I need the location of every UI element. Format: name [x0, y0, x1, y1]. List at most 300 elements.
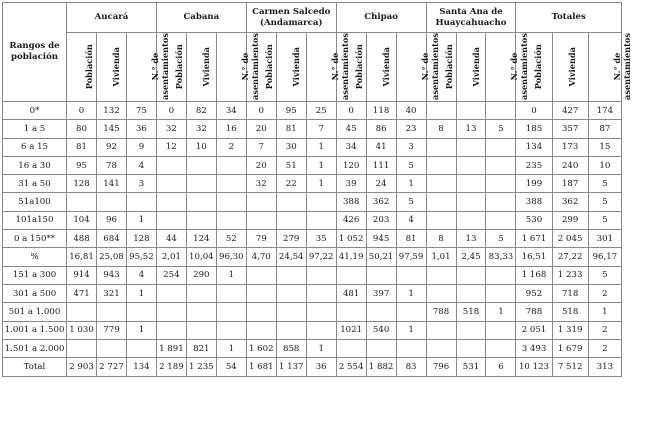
vivienda-header: [276, 33, 306, 102]
table-cell: 4: [396, 211, 426, 229]
table-cell: 27,22: [552, 248, 588, 266]
table-cell: 388: [516, 193, 552, 211]
table-cell: 1 052: [336, 230, 366, 248]
table-cell: [456, 266, 486, 284]
table-cell: 36: [126, 120, 156, 138]
table-cell: [216, 175, 246, 193]
subheader-label: N.° de asentamientos: [329, 33, 350, 101]
table-cell: 362: [552, 193, 588, 211]
table-cell: 203: [366, 211, 396, 229]
table-cell: 13: [456, 230, 486, 248]
table-cell: 301: [588, 230, 621, 248]
table-body: [3, 102, 622, 377]
table-cell: 0: [246, 102, 276, 120]
table-cell: 362: [366, 193, 396, 211]
asentamientos-header: [588, 33, 632, 102]
table-cell: 50,21: [366, 248, 396, 266]
table-cell: [156, 156, 186, 174]
header-santa-ana: Santa Ana de Huaycahuacho: [426, 3, 516, 33]
table-cell: [456, 138, 486, 156]
table-cell: 788: [426, 303, 456, 321]
table-cell: 0: [516, 102, 552, 120]
table-cell: 78: [97, 156, 127, 174]
table-cell: 0: [67, 102, 97, 120]
table-cell: 20: [246, 156, 276, 174]
table-cell: 173: [552, 138, 588, 156]
table-cell: 92: [97, 138, 127, 156]
table-cell: 22: [276, 175, 306, 193]
table-cell: 1: [306, 175, 336, 193]
table-cell: [126, 193, 156, 211]
table-cell: [426, 339, 456, 357]
table-cell: [336, 303, 366, 321]
table-cell: [306, 284, 336, 302]
population-table: [2, 2, 632, 377]
table-cell: 111: [366, 156, 396, 174]
table-cell: 1 137: [276, 358, 306, 377]
table-cell: 1: [396, 321, 426, 339]
table-cell: 7: [306, 120, 336, 138]
table-cell: [486, 339, 516, 357]
table-cell: 40: [396, 102, 426, 120]
table-cell: 13: [456, 120, 486, 138]
table-cell: 1: [486, 303, 516, 321]
table-cell: [186, 303, 216, 321]
table-row: [3, 120, 622, 138]
table-cell: 2 727: [97, 358, 127, 377]
table-cell: 15: [588, 138, 621, 156]
subheader-label: Vivienda: [470, 47, 481, 87]
header-aucara: Aucará: [67, 3, 157, 33]
table-cell: 5: [588, 193, 621, 211]
table-cell: 2: [216, 138, 246, 156]
table-cell: 5: [588, 211, 621, 229]
table-cell: 174: [588, 102, 621, 120]
table-cell: 118: [366, 102, 396, 120]
table-row: [3, 211, 622, 229]
table-cell: 96,30: [216, 248, 246, 266]
table-cell: 5: [396, 193, 426, 211]
poblacion-header: [67, 33, 97, 102]
table-cell: 1: [396, 284, 426, 302]
row-label: 1 a 5: [3, 120, 67, 138]
table-cell: 1 233: [552, 266, 588, 284]
table-cell: 299: [552, 211, 588, 229]
table-cell: 471: [67, 284, 97, 302]
table-cell: [276, 303, 306, 321]
table-cell: 32: [186, 120, 216, 138]
table-cell: [126, 339, 156, 357]
table-cell: [486, 138, 516, 156]
table-cell: [246, 211, 276, 229]
table-cell: 132: [97, 102, 127, 120]
table-cell: 7: [246, 138, 276, 156]
table-cell: [276, 266, 306, 284]
table-cell: 96,17: [588, 248, 621, 266]
table-cell: 120: [336, 156, 366, 174]
table-cell: [426, 138, 456, 156]
table-cell: 1 602: [246, 339, 276, 357]
table-cell: 1: [126, 321, 156, 339]
table-cell: 16,51: [516, 248, 552, 266]
table-cell: [276, 211, 306, 229]
row-label: 51a100: [3, 193, 67, 211]
table-cell: 2 554: [336, 358, 366, 377]
table-cell: [216, 156, 246, 174]
table-cell: 95,52: [126, 248, 156, 266]
table-cell: 12: [156, 138, 186, 156]
table-cell: [396, 266, 426, 284]
table-cell: [186, 284, 216, 302]
table-cell: 86: [366, 120, 396, 138]
subheader-label: Población: [83, 44, 94, 90]
table-cell: 81: [276, 120, 306, 138]
table-cell: 5: [486, 230, 516, 248]
table-cell: 2 045: [552, 230, 588, 248]
table-row: [3, 303, 622, 321]
table-cell: 5: [396, 156, 426, 174]
table-cell: 128: [126, 230, 156, 248]
table-cell: [276, 193, 306, 211]
table-cell: 531: [456, 358, 486, 377]
table-cell: 2 051: [516, 321, 552, 339]
table-cell: [276, 321, 306, 339]
table-cell: 32: [246, 175, 276, 193]
table-cell: 96: [97, 211, 127, 229]
table-cell: 10 123: [516, 358, 552, 377]
table-cell: [456, 211, 486, 229]
table-cell: 427: [552, 102, 588, 120]
subheader-label: Población: [533, 44, 544, 90]
subheader-label: Vivienda: [566, 47, 577, 87]
table-cell: 7 512: [552, 358, 588, 377]
table-cell: 2,01: [156, 248, 186, 266]
table-cell: 44: [156, 230, 186, 248]
table-cell: 10: [186, 138, 216, 156]
table-cell: 20: [246, 120, 276, 138]
table-cell: [246, 284, 276, 302]
table-cell: 788: [516, 303, 552, 321]
row-label: 151 a 300: [3, 266, 67, 284]
table-cell: [456, 321, 486, 339]
table-cell: [426, 156, 456, 174]
table-cell: 397: [366, 284, 396, 302]
table-cell: 1 319: [552, 321, 588, 339]
table-row: [3, 193, 622, 211]
table-cell: 2: [588, 321, 621, 339]
table-cell: 34: [336, 138, 366, 156]
table-cell: [336, 266, 366, 284]
table-cell: [186, 211, 216, 229]
table-cell: 10,04: [186, 248, 216, 266]
table-cell: 684: [97, 230, 127, 248]
table-row: [3, 358, 622, 377]
subheader-label: Población: [353, 44, 364, 90]
table-cell: 97,59: [396, 248, 426, 266]
table-cell: [396, 303, 426, 321]
table-cell: 51: [276, 156, 306, 174]
table-cell: 1 168: [516, 266, 552, 284]
row-label: 0*: [3, 102, 67, 120]
vivienda-header: [456, 33, 486, 102]
table-cell: [366, 266, 396, 284]
table-cell: 128: [67, 175, 97, 193]
table-cell: 25,08: [97, 248, 127, 266]
table-cell: 426: [336, 211, 366, 229]
table-cell: [246, 303, 276, 321]
table-cell: 914: [67, 266, 97, 284]
table-cell: [486, 102, 516, 120]
header-row-municipalities: [3, 3, 622, 33]
table-cell: 1 679: [552, 339, 588, 357]
table-cell: 1: [306, 339, 336, 357]
subheader-label: Vivienda: [290, 47, 301, 87]
table-cell: 290: [186, 266, 216, 284]
table-cell: [156, 303, 186, 321]
table-cell: 41,19: [336, 248, 366, 266]
table-cell: [216, 211, 246, 229]
table-cell: 518: [456, 303, 486, 321]
row-label: %: [3, 248, 67, 266]
table-row: [3, 138, 622, 156]
table-cell: 240: [552, 156, 588, 174]
table-cell: 54: [216, 358, 246, 377]
table-cell: 858: [276, 339, 306, 357]
table-cell: 3: [396, 138, 426, 156]
table-cell: [456, 102, 486, 120]
row-label: 301 a 500: [3, 284, 67, 302]
table-cell: [426, 175, 456, 193]
table-cell: [67, 303, 97, 321]
row-label: 6 a 15: [3, 138, 67, 156]
table-cell: [366, 339, 396, 357]
table-cell: 87: [588, 120, 621, 138]
asentamientos-header: [216, 33, 260, 102]
subheader-label: N.° de asentamientos: [611, 33, 632, 101]
table-cell: 1 882: [366, 358, 396, 377]
table-cell: [396, 339, 426, 357]
table-cell: [426, 266, 456, 284]
table-cell: [97, 303, 127, 321]
table-cell: [306, 321, 336, 339]
table-cell: [186, 193, 216, 211]
table-cell: 97,22: [306, 248, 336, 266]
table-cell: 4: [126, 266, 156, 284]
table-cell: 1: [126, 211, 156, 229]
table-cell: [216, 321, 246, 339]
table-row: [3, 102, 622, 120]
table-row: [3, 156, 622, 174]
header-cabana: Cabana: [156, 3, 246, 33]
subheader-label: Vivienda: [200, 47, 211, 87]
table-cell: 2 189: [156, 358, 186, 377]
table-cell: [306, 303, 336, 321]
table-cell: 3: [126, 175, 156, 193]
subheader-label: Población: [263, 44, 274, 90]
asentamientos-header: [306, 33, 350, 102]
table-cell: 481: [336, 284, 366, 302]
table-cell: 1 030: [67, 321, 97, 339]
table-cell: 80: [67, 120, 97, 138]
table-cell: 1: [306, 138, 336, 156]
table-cell: 82: [186, 102, 216, 120]
table-cell: [97, 193, 127, 211]
table-cell: 4: [126, 156, 156, 174]
subheader-label: Población: [443, 44, 454, 90]
table-cell: 79: [246, 230, 276, 248]
table-row: [3, 339, 622, 357]
table-cell: [306, 211, 336, 229]
vivienda-header: [366, 33, 396, 102]
table-cell: [336, 339, 366, 357]
table-cell: 0: [336, 102, 366, 120]
row-label: 101a150: [3, 211, 67, 229]
asentamientos-header: [126, 33, 170, 102]
table-cell: 23: [396, 120, 426, 138]
row-label: 501 a 1.000: [3, 303, 67, 321]
table-cell: [456, 156, 486, 174]
table-cell: [126, 303, 156, 321]
table-cell: 6: [486, 358, 516, 377]
subheader-label: N.° de asentamientos: [149, 33, 170, 101]
table-cell: 357: [552, 120, 588, 138]
table-cell: 2,45: [456, 248, 486, 266]
table-cell: 5: [588, 266, 621, 284]
table-cell: 5: [588, 175, 621, 193]
table-cell: [97, 339, 127, 357]
table-cell: 0: [156, 102, 186, 120]
table-cell: 41: [366, 138, 396, 156]
table-cell: [366, 303, 396, 321]
rangos-header: Rangos de población: [3, 3, 67, 102]
table-cell: [216, 284, 246, 302]
row-label: 0 a 150**: [3, 230, 67, 248]
table-cell: 313: [588, 358, 621, 377]
table-cell: 4,70: [246, 248, 276, 266]
table-cell: 32: [156, 120, 186, 138]
table-row: [3, 284, 622, 302]
table-cell: 488: [67, 230, 97, 248]
table-cell: 821: [186, 339, 216, 357]
table-cell: 1 671: [516, 230, 552, 248]
table-cell: [426, 102, 456, 120]
table-cell: 540: [366, 321, 396, 339]
table-cell: [426, 211, 456, 229]
table-cell: 25: [306, 102, 336, 120]
table-cell: 35: [306, 230, 336, 248]
table-cell: 1021: [336, 321, 366, 339]
table-cell: 796: [426, 358, 456, 377]
table-cell: 2: [588, 339, 621, 357]
subheader-label: Población: [173, 44, 184, 90]
header-chipao: Chipao: [336, 3, 426, 33]
row-label: 16 a 30: [3, 156, 67, 174]
table-cell: [216, 193, 246, 211]
table-cell: 1: [126, 284, 156, 302]
table-cell: 5: [486, 120, 516, 138]
table-cell: [67, 339, 97, 357]
table-cell: 141: [97, 175, 127, 193]
table-cell: 945: [366, 230, 396, 248]
table-cell: 124: [186, 230, 216, 248]
table-cell: 81: [396, 230, 426, 248]
vivienda-header: [97, 33, 127, 102]
table-cell: 8: [426, 230, 456, 248]
table-cell: 104: [67, 211, 97, 229]
table-cell: 39: [336, 175, 366, 193]
table-cell: [306, 266, 336, 284]
table-cell: [246, 193, 276, 211]
asentamientos-header: [486, 33, 529, 102]
table-cell: 2 903: [67, 358, 97, 377]
table-row: [3, 266, 622, 284]
table-cell: [246, 266, 276, 284]
table-cell: 518: [552, 303, 588, 321]
table-cell: [456, 284, 486, 302]
table-cell: 30: [276, 138, 306, 156]
table-cell: 81: [67, 138, 97, 156]
table-cell: 952: [516, 284, 552, 302]
header-totales: Totales: [516, 3, 622, 33]
table-cell: 1,01: [426, 248, 456, 266]
table-cell: 24,54: [276, 248, 306, 266]
row-label: 1.501 a 2.000: [3, 339, 67, 357]
table-cell: 2: [588, 284, 621, 302]
table-cell: 185: [516, 120, 552, 138]
table-cell: [486, 175, 516, 193]
table-cell: 321: [97, 284, 127, 302]
table-cell: [156, 211, 186, 229]
table-cell: 199: [516, 175, 552, 193]
table-cell: 279: [276, 230, 306, 248]
table-cell: 254: [156, 266, 186, 284]
table-cell: 145: [97, 120, 127, 138]
table-cell: 83: [396, 358, 426, 377]
table-cell: 45: [336, 120, 366, 138]
table-cell: 779: [97, 321, 127, 339]
table-cell: 235: [516, 156, 552, 174]
table-cell: [426, 321, 456, 339]
table-cell: 388: [336, 193, 366, 211]
row-label: Total: [3, 358, 67, 377]
vivienda-header: [186, 33, 216, 102]
table-cell: [486, 266, 516, 284]
subheader-label: Vivienda: [380, 47, 391, 87]
table-cell: 52: [216, 230, 246, 248]
table-cell: [456, 339, 486, 357]
table-cell: [306, 193, 336, 211]
table-cell: [276, 284, 306, 302]
table-cell: [216, 303, 246, 321]
header-row-subheaders: [3, 33, 622, 102]
table-cell: [156, 284, 186, 302]
table-row: [3, 248, 622, 266]
table-row: [3, 230, 622, 248]
table-cell: [186, 156, 216, 174]
population-table-container: [2, 2, 632, 420]
table-cell: [426, 284, 456, 302]
table-cell: 83,33: [486, 248, 516, 266]
subheader-label: N.° de asentamientos: [239, 33, 260, 101]
row-label: 31 a 50: [3, 175, 67, 193]
table-cell: 16: [216, 120, 246, 138]
table-cell: [456, 175, 486, 193]
header-carmen-salcedo: Carmen Salcedo (Andamarca): [246, 3, 336, 33]
table-cell: [186, 175, 216, 193]
table-cell: [246, 321, 276, 339]
table-cell: 36: [306, 358, 336, 377]
table-cell: 1: [216, 266, 246, 284]
